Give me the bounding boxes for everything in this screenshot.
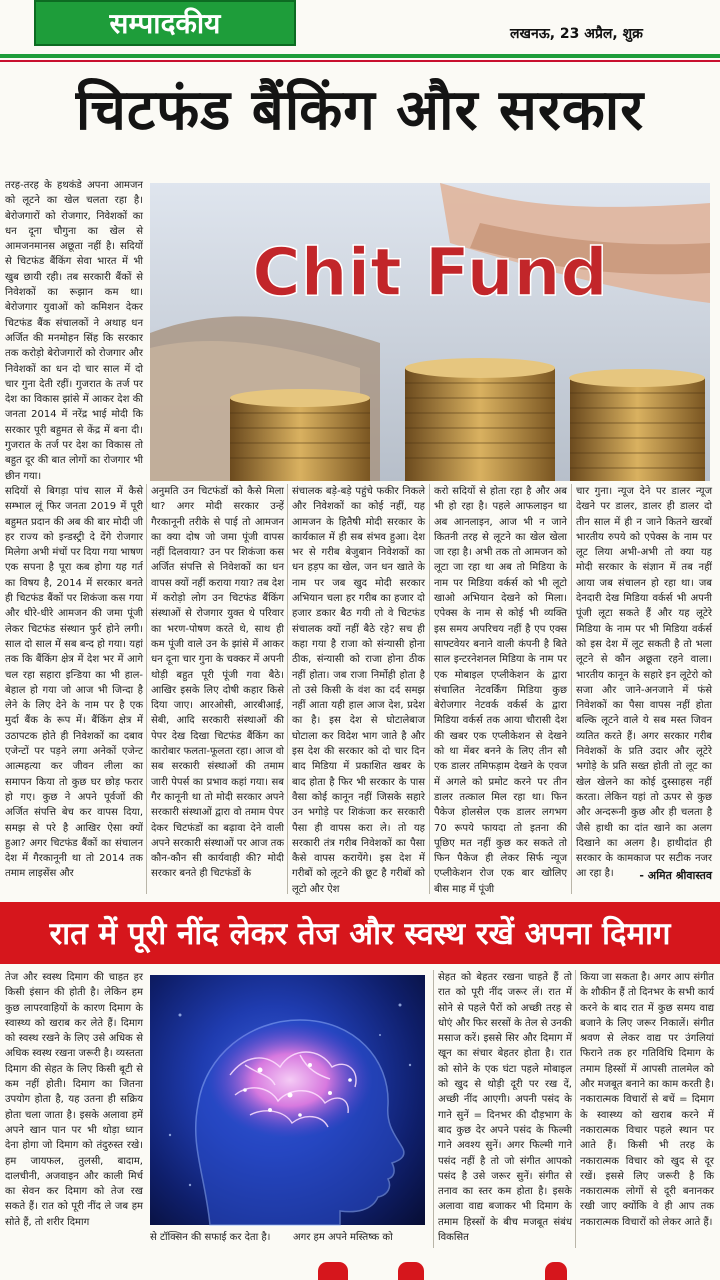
article-byline: - अमित श्रीवास्तव [639,869,712,882]
article2-headline: रात में पूरी नींद लेकर तेज और स्वस्थ रखें अपना दिमाग [49,916,671,952]
column-divider [146,484,147,894]
article2-headline-banner [0,902,720,964]
masthead-rule-red [0,60,720,62]
article-column-1-bottom [5,484,143,894]
brain-illustration [150,975,425,1225]
article-column-3 [292,484,425,894]
next-headline-fragment [318,1262,348,1280]
article-column-2 [151,484,284,894]
next-headline-fragment [545,1262,567,1280]
article2-column-1 [5,970,143,1248]
column-divider [429,484,430,894]
article-paragraph: संचालक बड़े-बड़े पहुंचे फकीर निकले और निवेशकों का कोई नहीं, यह आमजन के हितैषी मोदी सरकार के कार्यकाल में ही सब संभव हुआ। देश भर से गरीब बेजुबान निवेशकों का धन हड़प का खेल, जन धन खाते के नाम पर जब खुद मोदी सरकार अभियान चला हर गरीब का हजार दो हजार डकार बैठ गयी तो वे चिटफंड संचालक क्यों नहीं बैठे रहे? सच ही कहा गया है राजा को संन्यासी होना ठीक, संन्यासी को राजा होना ठीक नहीं होता। जब राजा निर्मोही होता है तो उसे किसी के वंश का दर्द समझ नहीं आता यही हाल आज देश, प्रदेश का है। इस देश से घोटालेबाज घोटाला कर विदेश भाग जाते है और इस देश की सरकार को दो चार दिन बाद मिडिया में प्रकाशित खबर के बाद होता है फिर भी सरकार के पास वैसा कोई कानून नहीं जिसके सहारे उन भगोड़े पर शिकंजा कर सरकारी पैसा ही वापस करा ले। तो यह सरकारी तंत्र गरीब निवेशकों का पैसा कैसे वापस करायेंगे। इस देश में गरीबों को लूटने की छूट है गरीबों को लूटो और ऐश [292,486,425,895]
column-divider [287,484,288,894]
dateline: लखनऊ, 23 अप्रैल, शुक्र [510,26,643,42]
article-paragraph: सदियों से बिगड़ा पांच साल में कैसे सम्भाल लूं फिर जनता 2019 में पूरी बहुमत प्रदान की अब की बार मोदी जी हर राज्य को इन्डस्ट्री दे देंगे रोजगार मिलेगा अभी मंचों पर दिया गया भाषण एक सपना है पूरा कब होगा यह गर्त का विषय है, 2014 में सरकार बनते ही चिटफंड बैंकों पर शिकंजा कस गया और धीरे-धीरे आमजन की जमा पूंजी लेकर चिटफंड संस्थान फुर्र होने लगी। साल दो साल में सब बन्द हो गया। यहां तक कि बैंकिंग क्षेत्र में देश भर में आगे चल रहा सहारा इन्डिया का भी हाल-बेहाल हो गया जो आज भी जिन्दा है लेने के लिए देने के नाम पर है एक मुर्दा बैंक के रूप में। बैंकिंग क्षेत्र में उठापटक होते ही निवेशकों का दबाव एजेन्टों पर पड़ने लगा अनेकों एजेन्ट आत्महत्या कर जीवन लीला का समापन किया तो कुछ घर छोड़ फरार हो गए। कुछ ने अपने पूर्वजों की अर्जित संपत्ति बेच कर वापस दिया, समझ से परे है आखिर ऐसा क्यों हुआ? अगर चिटफंड बैंकों का संचालन देश में गैरकानूनी था तो 2014 तक तमाम लाइसेंस और [5,486,143,880]
section-label-box [34,0,296,46]
article-paragraph: तरह-तरह के हथकंडे अपना आमजन को लूटने का खेल चलता रहा है। बेरोजगारों को रोजगार, निवेशकों का धन दूना चौगुना का खेल से आमजनमानस अछूता नहीं है। सदियों से चिटफंड बैंकिंग सेवा भारत में भी खुब छायी रही। तब सरकारी बैंकों से निवेशकों का रूझान कम था। बेरोजगार युवाओं को कमिशन देकर चिटफंड बैंक संचालकों ने अथाह धन अर्जित की मनमोहन सिंह कि सरकार तक करोड़ो बेरोजगारों को रोजगार और निवेशकों का धन दो चार साल में दो चार गुना देती रहीं। गुजरात के तर्ज पर देश का विकास झांसे में आकर देश की जनता 2014 में नरेंद्र भाई मोदी कि सरकार पूरी बहुमत से केंद्र में बना दी। गुजरात के तर्ज पर देश का विकास तो बहुत दूर की बात लोगों का रोजगार भी छीन गया। [5,180,143,482]
chit-fund-illustration [150,183,710,481]
chit-fund-photo [150,183,710,481]
masthead-rule-green [0,54,720,58]
article2-column-4 [580,970,714,1248]
article-paragraph: तेज और स्वस्थ दिमाग की चाहत हर किसी इंसान की होती है। लेकिन हम कुछ लापरवाहियों के कारण दिमाग के स्वास्थ्य को खराब कर लेते हैं। दिमाग को स्वस्थ रखने के लिए उसे अधिक से अधिक स्वस्थ रखना जरूरी है। व्यस्तता दिमाग की सेहत के लिए किसी बूटी से कम नहीं होती। दिमाग का जितना उपयोग होता है, यह उतना ही सक्रिय होता चला जाता है। इसके अलावा हमें अपने खान पान पर भी थोड़ा ध्यान देना होगा जो दिमाग को तंदुरुस्त रखे। हम जायफल, तुलसी, बादाम, दालचीनी, अजवाइन और काली मिर्च का सेवन कर दिमाग को तेज रख सकते हैं। रात को पूरी नींद ले जब हम सोते हैं, तो शरीर दिमाग [5,972,143,1228]
article-paragraph: किया जा सकता है। अगर आप संगीत के शौकीन हैं तो दिनभर के सभी कार्य करने के बाद रात में कुछ समय वाद्य बजाने के लिए जरूर निकालें। संगीत श्रवण से लेकर वाद्य पर उंगलियां फिराने तक हर गतिविधि दिमाग के तमाम हिस्सों में आपसी तालमेल को और मजबूत बनाने का काम करती है। नकारात्मक विचारों से बचें = दिमाग के स्वास्थ्य को खराब करने में नकारात्मक विचार पहले स्थान पर आते हैं। किसी भी तरह के नकारात्मक विचार को खुद से दूर रखें। इससे लिए जरूरी है कि नकारात्मक लोगों से दूरी बनानकर रखी जाए क्योंकि वे ही आप तक नकारात्मक विचारों को लेकर आते हैं। [580,972,714,1228]
article2-column-3 [438,970,572,1248]
brain-photo [150,975,425,1225]
section-title: सम्पादकीय [109,7,221,40]
chit-fund-image-text: Chit Fund [252,234,608,311]
column-divider [575,970,576,1248]
article-paragraph: करो सदियों से होता रहा है और अब भी हो रहा है। पहले आफलाइन था अब आनलाइन, आज भी न जाने कितनी तरह से लूटने का खेल खेला जा रहा है। अभी तक तो आमजन को लूटा जा रहा था अब तो मिडिया के नाम पर मिडिया वर्कर्स को भी लूटो खाओ अभियान देखने को मिला। एपेक्स के नाम से कोई भी व्यक्ति इस समय अपरिचय नहीं है एप एक्स साफ्टवेयर बनाने वाली कंपनी है बिते साल इन्टरनेशनल मिडिया के नाम पर एक मोबाइल एप्लीकेशन के द्वारा संचालित नेटवर्किंग मिडिया कुछ बेरोजगार नेटवर्क वर्कर्स के द्वारा मिडिया वर्कर्स तक आया चौरासी देश की खबर एक एप्लीकेशन से देखने को था मेंबर बनने के लिए तीन सौ एक डालर तमिफड़ाम देखने के एवज में अगले को प्रमोट करने पर तीन डालर तत्काल मिल रहा था। फिन पैकेज होलसेल एक डालर लगभग 70 रूपये फायदा तो इतना की पूछिए मत नहीं कुछ कर सकते तो फिन पैकेज ही लेकर सिर्फ न्यूज एप्लीकेशन रोज एक बार खोलिए बीस माह में पूंजी [434,486,567,895]
article-column-4 [434,484,567,894]
article-paragraph: अनुमति उन चिटफंडों को कैसे मिला था? अगर मोदी सरकार उन्हें गैरकानूनी तरीके से पाई तो आमजन का क्या दोष जो जमा पूंजी वापस नहीं दिलवाया? उन पर शिकंजा कस अर्जित संपत्ति से निवेशकों का धन वापस क्यों नहीं कराया गया? तब देश में करोड़ो लोग उन चिटफंड बैंकिंग संस्थाओं से रोजगार युक्त थे परिवार का भरण-पोषण करते थे, साथ ही कम पूंजी वाले उन के झांसे में आकर धन दूना चार गुना के चक्कर में अपनी थोड़ी बहुत पूरी पूंजी गवा बैठे। आखिर इसके लिए दोषी कहार किसे दिया जाए। आरओसी, आरबीआई, सेबी, आदि सरकारी संस्थाओं की पेपर देख दिखा चिटफंड बैंकिंग का कारोबार फलता-फूलता रहा। आज वो सब सरकारी संस्थाओं की तमाम जारी पेपर्स का प्रभाव कहां गया। सब गैर कानूनी था तो मोदी सरकार अपने सरकारी संस्थाओं द्वारा वो तमाम पेपर देकर चिटफंडों का बढ़ावा देने वाली अपने सरकारी संस्थाओं पर आज तक कौन-कौन सी कार्यवाही की? मोदी सरकार बनते ही चिटफंडों के [151,486,285,880]
article-paragraph: सेहत को बेहतर रखना चाहते हैं तो रात को पूरी नींद जरूर लें। रात में सोने से पहले पैरों को अच्छी तरह से धोएं और फिर सरसों के तेल से उनकी मसाज करें। इससे सिर और दिमाग में खून का संचार बेहतर होता है। रात को सोने के एक घंटा पहले मोबाइल को खुद से थोड़ी दूरी पर रख दें, अच्छी नींद आएगी। अपनी पसंद के गाने सुनें = दिनभर की दौड़भाग के बाद कुछ देर अपने पसंद के फिल्मी गाने अवश्य सुनें। अगर फिल्मी गाने पसंद नहीं है तो जो संगीत आपको पसंद है उसे जरूर सुनें। संगीत से तनाव का स्तर कम होता है। इसके अलावा वाद्य बजाकर भी दिमाग के तमाम हिस्सों के बीच मजबूत संबंध विकसित [438,972,572,1244]
photo-caption-right: अगर हम अपने मस्तिष्क को [293,1232,393,1243]
article-column-1-top [5,178,143,490]
article-paragraph: चार गुना। न्यूज देने पर डालर न्यूज देखने पर डालर, डालर ही डालर दो तीन साल में ही न जाने कितने खरबों भारतीय रुपये को एपेक्स के नाम पर लूट लिया अभी-अभी तो क्या यह मोदी सरकार के संज्ञान में तब नहीं आया जब संचालन हो रहा था। जब देनदारी देख मिडिया वर्कर्स भी अपनी पूंजी लूटा सकते हैं और यह लूटेरे मिडिया के नाम पर भी मिडिया वर्कर्स को इस देश में लूट सकती है तो भला लूटने से कौन अछूता रहने वाला। भारतीय कानून के सहारे इन लूटेरो को सजा और जाने-अनजाने में फंसे निवेशकों का पैसा वापस नहीं होता बल्कि लूटने वाले ये सब मस्त जिवन व्यतित करते हैं। अगर सरकार गरीब निवेशकों के प्रति उदार और लूटेरे भगोड़े के प्रति सख्त होती तो लूट का खेल खेलने का कोई दुस्साहस नहीं करता। लेकिन यहां तो ऊपर से कुछ और अन्दरूनी कुछ और ही चलता है जैसे हाथी का दांत खाने का अलग दिखाने का अलग है। हाथीदांत ही सरकार के कामकाज पर सटीक नजर आ रहा है। [576,486,712,880]
article-headline: चिटफंड बैंकिंग और सरकार [75,78,645,143]
column-divider [433,970,434,1248]
column-divider [571,484,572,894]
next-headline-fragment [398,1262,424,1280]
photo-caption-left: से टॉक्सिन की सफाई कर देता है। [150,1232,271,1243]
